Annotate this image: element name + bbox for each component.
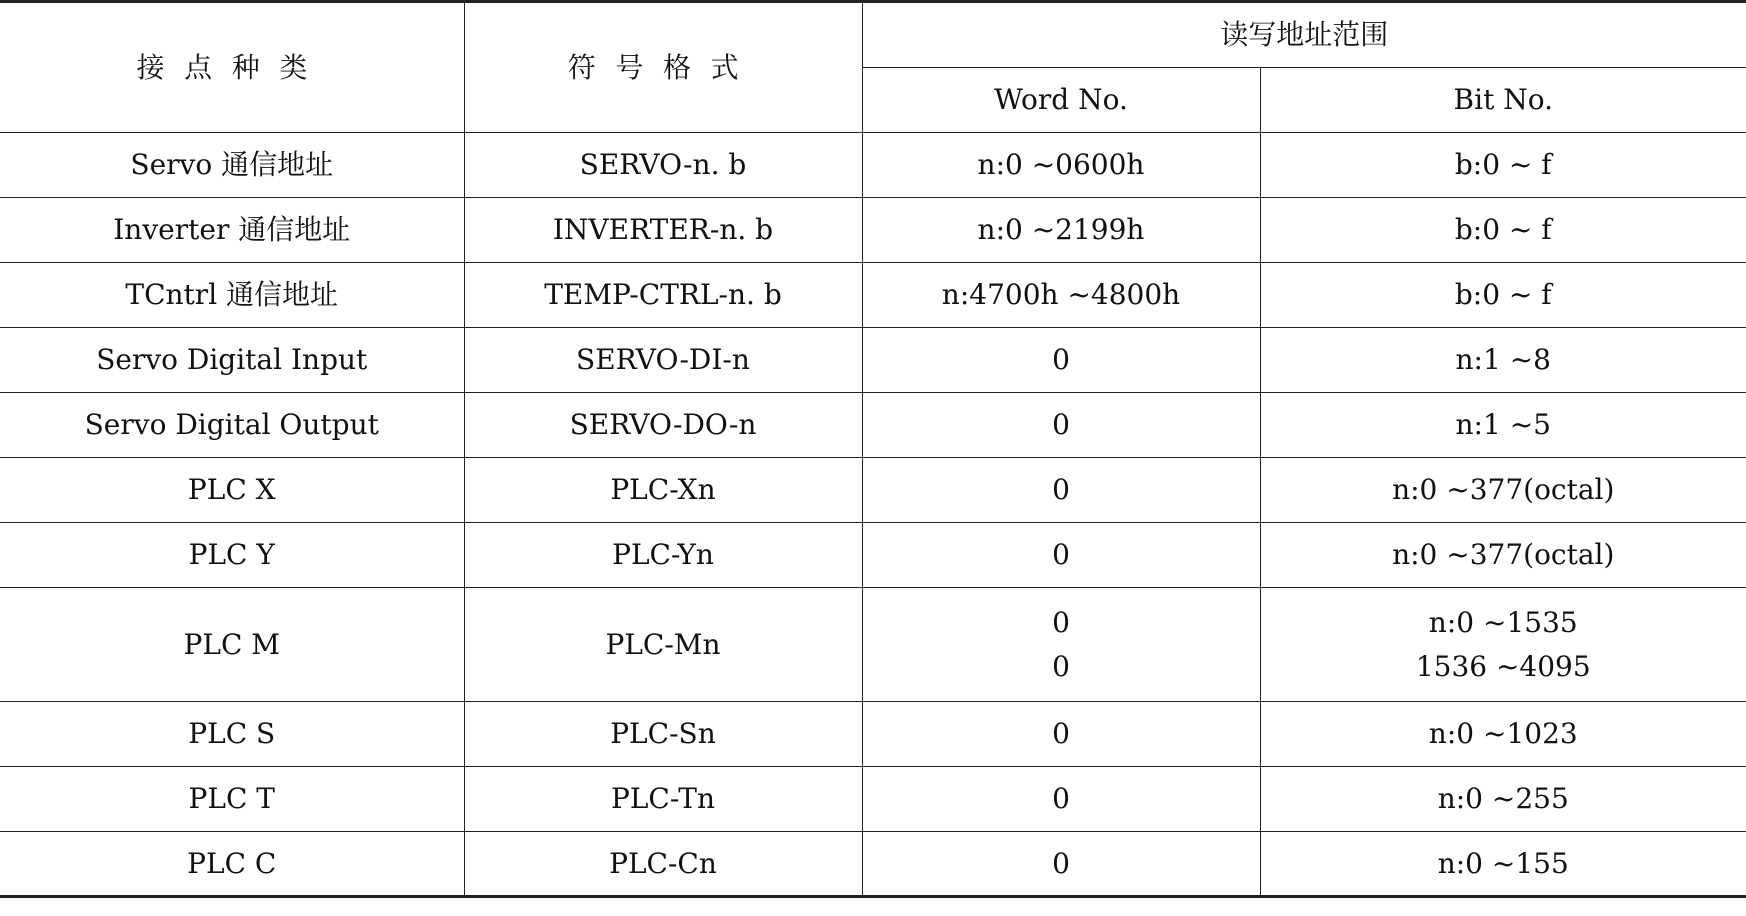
bit-no-line: n:0 ~1535 (1428, 606, 1578, 640)
table-row (0, 198, 1746, 263)
cell-symbol-format: PLC-Sn (464, 702, 862, 767)
word-no-line: 0 (1052, 649, 1070, 683)
bit-no-line: 1536 ~4095 (1415, 649, 1591, 683)
cell-symbol-format: PLC-Cn (464, 832, 862, 897)
cell-bit-no: n:0 ~155 (1260, 832, 1746, 897)
cell-contact-type: PLC X (0, 458, 464, 523)
cell-contact-type: Servo 通信地址 (0, 133, 464, 198)
cell-symbol-format: TEMP-CTRL-n. b (464, 263, 862, 328)
header-row-1 (0, 2, 1746, 68)
table-row (0, 588, 1746, 702)
table-row (0, 328, 1746, 393)
cell-symbol-format: SERVO-DI-n (464, 328, 862, 393)
table-row (0, 263, 1746, 328)
word-no-line: 0 (1052, 606, 1070, 640)
cell-word-no: 0 (862, 702, 1260, 767)
cell-word-no: n:0 ~2199h (862, 198, 1260, 263)
cell-symbol-format: PLC-Yn (464, 523, 862, 588)
cell-word-no (862, 588, 1260, 702)
header-word-no: Word No. (862, 68, 1260, 133)
cell-bit-no: n:1 ~8 (1260, 328, 1746, 393)
cell-symbol-format: SERVO-n. b (464, 133, 862, 198)
header-bit-no: Bit No. (1260, 68, 1746, 133)
header-contact-type: 接点种类 (0, 2, 464, 133)
cell-word-no: n:4700h ~4800h (862, 263, 1260, 328)
cell-bit-no: n:1 ~5 (1260, 393, 1746, 458)
cell-word-no: 0 (862, 523, 1260, 588)
table-row (0, 832, 1746, 897)
header-rw-address-range: 读写地址范围 (862, 2, 1746, 68)
table-row (0, 133, 1746, 198)
cell-symbol-format: PLC-Mn (464, 588, 862, 702)
table-row (0, 393, 1746, 458)
cell-word-no: 0 (862, 458, 1260, 523)
cell-bit-no: b:0 ~ f (1260, 198, 1746, 263)
cell-contact-type: PLC T (0, 767, 464, 832)
cell-word-no: 0 (862, 832, 1260, 897)
header-symbol-format: 符号格式 (464, 2, 862, 133)
cell-bit-no (1260, 588, 1746, 702)
cell-bit-no: n:0 ~1023 (1260, 702, 1746, 767)
table-row (0, 702, 1746, 767)
cell-contact-type: PLC M (0, 588, 464, 702)
cell-contact-type: Inverter 通信地址 (0, 198, 464, 263)
table-row (0, 767, 1746, 832)
cell-contact-type: PLC Y (0, 523, 464, 588)
cell-symbol-format: SERVO-DO-n (464, 393, 862, 458)
cell-contact-type: TCntrl 通信地址 (0, 263, 464, 328)
cell-bit-no: n:0 ~377(octal) (1260, 523, 1746, 588)
table-row (0, 523, 1746, 588)
cell-bit-no: n:0 ~377(octal) (1260, 458, 1746, 523)
cell-bit-no: n:0 ~255 (1260, 767, 1746, 832)
cell-bit-no: b:0 ~ f (1260, 133, 1746, 198)
cell-symbol-format: PLC-Xn (464, 458, 862, 523)
cell-contact-type: Servo Digital Output (0, 393, 464, 458)
cell-word-no: n:0 ~0600h (862, 133, 1260, 198)
cell-contact-type: PLC S (0, 702, 464, 767)
table-row (0, 458, 1746, 523)
cell-bit-no: b:0 ~ f (1260, 263, 1746, 328)
cell-symbol-format: INVERTER-n. b (464, 198, 862, 263)
cell-word-no: 0 (862, 393, 1260, 458)
cell-contact-type: PLC C (0, 832, 464, 897)
cell-word-no: 0 (862, 328, 1260, 393)
cell-contact-type: Servo Digital Input (0, 328, 464, 393)
cell-symbol-format: PLC-Tn (464, 767, 862, 832)
cell-word-no: 0 (862, 767, 1260, 832)
